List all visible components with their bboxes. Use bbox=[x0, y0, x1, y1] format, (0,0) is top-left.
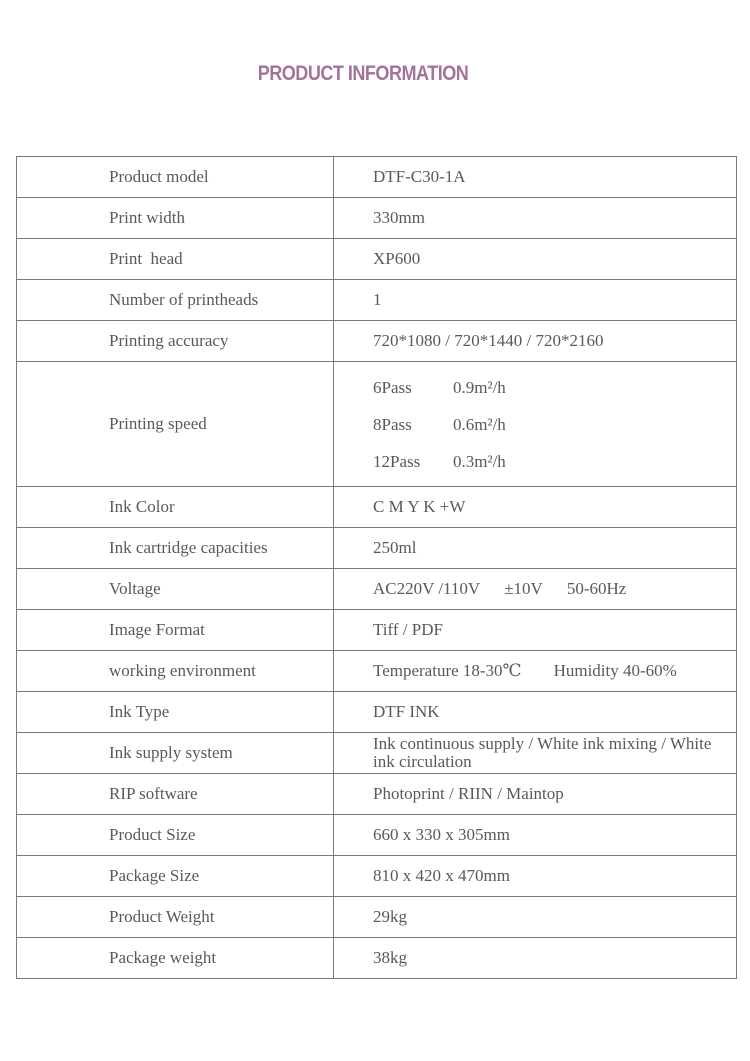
table-row bbox=[17, 239, 737, 280]
voltage-tolerance: ±10V bbox=[504, 579, 543, 598]
table-row bbox=[17, 280, 737, 321]
speed-line bbox=[373, 406, 736, 443]
ink-supply-text: Ink continuous supply / White ink mixing / White ink circulation bbox=[373, 734, 712, 771]
table-row bbox=[17, 651, 737, 692]
table-row bbox=[17, 692, 737, 733]
row-value: Photoprint / RIIN / Maintop bbox=[334, 774, 737, 815]
row-value: 330mm bbox=[334, 198, 737, 239]
speed-rate: 0.9m²/h bbox=[453, 377, 506, 397]
temperature-range: Temperature 18-30℃ bbox=[373, 661, 522, 680]
row-value: DTF-C30-1A bbox=[334, 157, 737, 198]
row-label: Print width bbox=[17, 198, 334, 239]
row-label: Product Weight bbox=[17, 897, 334, 938]
row-value: C M Y K +W bbox=[334, 487, 737, 528]
voltage-range: AC220V /110V bbox=[373, 579, 481, 598]
speed-rate: 0.6m²/h bbox=[453, 414, 506, 434]
row-value bbox=[334, 569, 737, 610]
speed-pass: 8Pass bbox=[373, 414, 412, 434]
row-label: Ink cartridge capacities bbox=[17, 528, 334, 569]
row-label: Voltage bbox=[17, 569, 334, 610]
table-row bbox=[17, 362, 737, 487]
row-label: Ink Type bbox=[17, 692, 334, 733]
row-value bbox=[334, 733, 737, 774]
table-row bbox=[17, 198, 737, 239]
product-info-table bbox=[16, 156, 737, 979]
row-label: Package Size bbox=[17, 856, 334, 897]
table-row bbox=[17, 774, 737, 815]
speed-pass: 12Pass bbox=[373, 451, 421, 471]
row-value: DTF INK bbox=[334, 692, 737, 733]
row-label: Print head bbox=[17, 239, 334, 280]
row-value bbox=[334, 651, 737, 692]
row-label: RIP software bbox=[17, 774, 334, 815]
row-value: 720*1080 / 720*1440 / 720*2160 bbox=[334, 321, 737, 362]
row-value: 810 x 420 x 470mm bbox=[334, 856, 737, 897]
row-label: working environment bbox=[17, 651, 334, 692]
speed-line bbox=[373, 369, 736, 406]
row-value: XP600 bbox=[334, 239, 737, 280]
table-row bbox=[17, 569, 737, 610]
page-title: PRODUCT INFORMATION bbox=[257, 62, 469, 85]
humidity-range: Humidity 40-60% bbox=[553, 661, 677, 680]
row-label: Printing accuracy bbox=[17, 321, 334, 362]
speed-rate: 0.3m²/h bbox=[453, 451, 506, 471]
table-row bbox=[17, 815, 737, 856]
row-label: Image Format bbox=[17, 610, 334, 651]
table-row bbox=[17, 856, 737, 897]
row-label: Ink Color bbox=[17, 487, 334, 528]
row-value: 660 x 330 x 305mm bbox=[334, 815, 737, 856]
table-row bbox=[17, 528, 737, 569]
row-value: 29kg bbox=[334, 897, 737, 938]
row-label: Product Size bbox=[17, 815, 334, 856]
row-value: 38kg bbox=[334, 938, 737, 979]
row-label: Package weight bbox=[17, 938, 334, 979]
voltage-frequency: 50-60Hz bbox=[566, 579, 627, 598]
row-label: Number of printheads bbox=[17, 280, 334, 321]
table-row bbox=[17, 157, 737, 198]
table-row bbox=[17, 321, 737, 362]
speed-pass: 6Pass bbox=[373, 377, 412, 397]
table-row bbox=[17, 733, 737, 774]
row-value: Tiff / PDF bbox=[334, 610, 737, 651]
row-value: 1 bbox=[334, 280, 737, 321]
table-row bbox=[17, 938, 737, 979]
row-label: Printing speed bbox=[17, 362, 334, 487]
table-row bbox=[17, 610, 737, 651]
row-value bbox=[334, 362, 737, 487]
table-row bbox=[17, 487, 737, 528]
row-label: Ink supply system bbox=[17, 733, 334, 774]
row-label: Product model bbox=[17, 157, 334, 198]
table-row bbox=[17, 897, 737, 938]
speed-line bbox=[373, 443, 736, 480]
row-value: 250ml bbox=[334, 528, 737, 569]
